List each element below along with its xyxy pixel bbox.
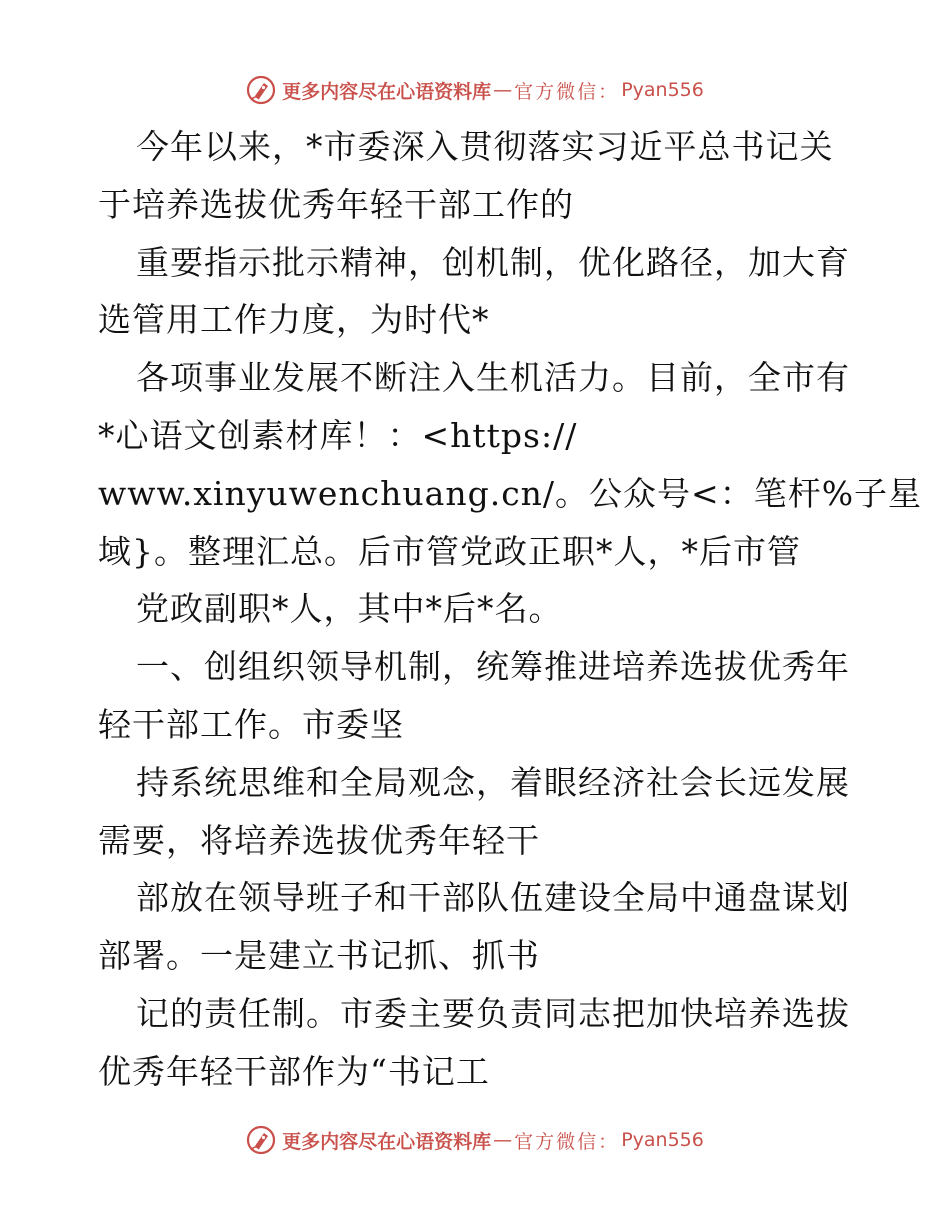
banner-official-label: 官方微信： [514, 1130, 620, 1153]
banner-brand-text: 更多内容尽在心语资料库 [282, 1130, 492, 1153]
body-line: 优秀年轻干部作为“书记工 [98, 1051, 490, 1091]
banner-wechat-id: Pyan556 [621, 1129, 704, 1151]
body-line: 轻干部工作。市委坚 [98, 704, 404, 744]
pen-nib-logo-icon [246, 1125, 276, 1155]
body-line: 记的责任制。市委主要负责同志把加快培养选拔 [136, 993, 850, 1033]
banner-separator: — [493, 1129, 513, 1151]
footer-banner [0, 1120, 950, 1160]
body-line: 持系统思维和全局观念，着眼经济社会长远发展 [136, 762, 850, 802]
banner-official-label: 官方微信： [514, 80, 620, 103]
body-line: 域}。整理汇总。后市管党政正职*人，*后市管 [98, 531, 801, 571]
banner-wechat-id: Pyan556 [621, 79, 704, 101]
body-line: *心语文创素材库！：<https:// [98, 415, 578, 455]
body-line: www.xinyuwenchuang.cn/。公众号<：笔杆%子星 [98, 473, 923, 513]
body-line: 今年以来，*市委深入贯彻落实习近平总书记关 [136, 127, 834, 166]
pen-nib-logo-icon [246, 75, 276, 105]
banner-brand-text: 更多内容尽在心语资料库 [282, 80, 492, 103]
body-line: 一、创组织领导机制，统筹推进培养选拔优秀年 [136, 647, 850, 687]
body-line: 各项事业发展不断注入生机活力。目前，全市有 [136, 358, 850, 398]
body-line: 部署。一是建立书记抓、抓书 [98, 936, 540, 976]
body-line: 选管用工作力度，为时代* [98, 300, 490, 340]
header-banner [0, 70, 950, 110]
body-line: 部放在领导班子和干部队伍建设全局中通盘谋划 [136, 878, 850, 918]
banner-separator: — [493, 79, 513, 101]
body-line: 党政副职*人，其中*后*名。 [136, 589, 563, 629]
body-line: 需要，将培养选拔优秀年轻干 [98, 820, 540, 860]
body-line: 重要指示批示精神，创机制，优化路径，加大育 [136, 242, 850, 282]
body-line: 于培养选拔优秀年轻干部工作的 [98, 184, 574, 224]
document-body [98, 118, 923, 1101]
